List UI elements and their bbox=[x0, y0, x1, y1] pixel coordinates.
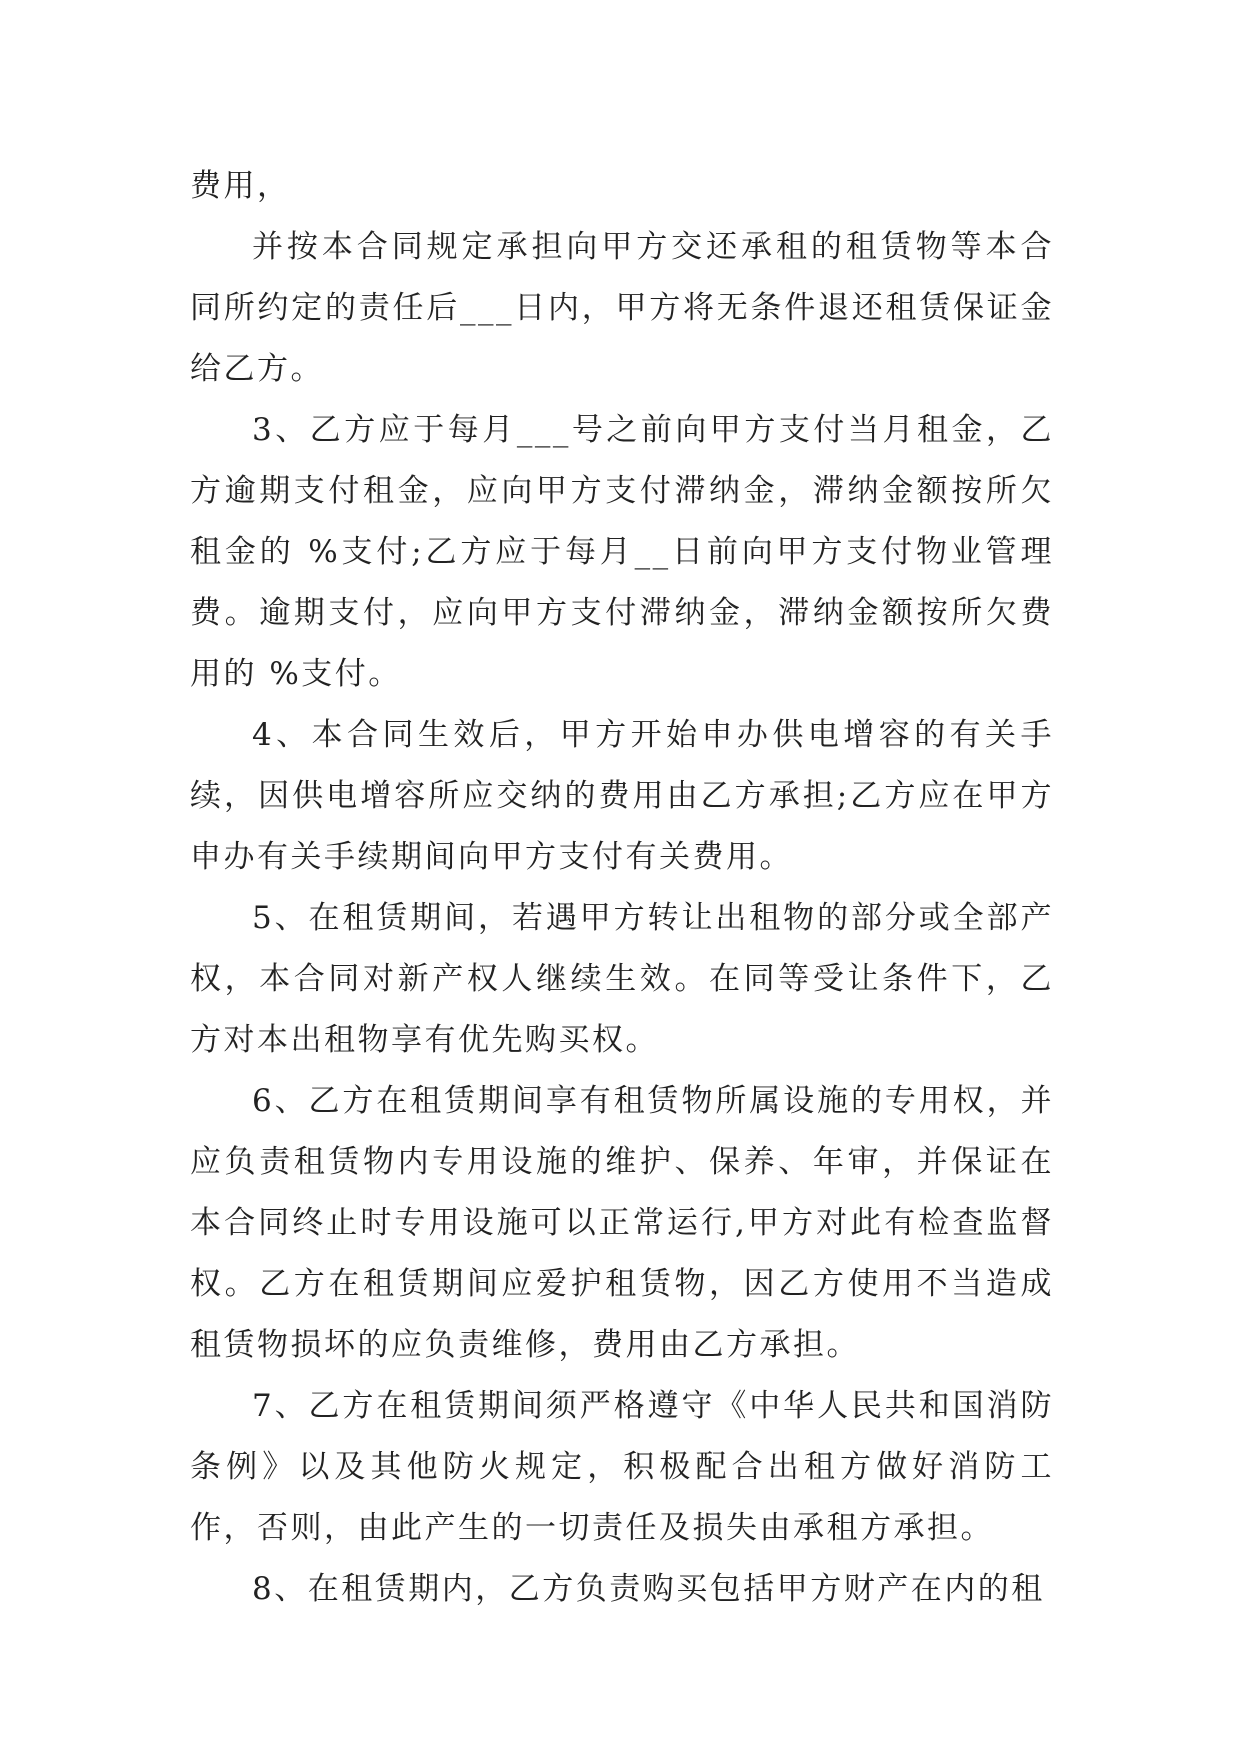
paragraph-1: 并按本合同规定承担向甲方交还承租的租赁物等本合同所约定的责任后___日内，甲方将无条件退还租赁保证金给乙方。 bbox=[190, 229, 1054, 387]
paragraph-clause-4: 4、本合同生效后，甲方开始申办供电增容的有关手续，因供电增容所应交纳的费用由乙方承担;乙方应在甲方申办有关手续期间向甲方支付有关费用。 bbox=[190, 717, 1054, 875]
paragraph-clause-7: 7、乙方在租赁期间须严格遵守《中华人民共和国消防条例》以及其他防火规定，积极配合出租方做好消防工作，否则，由此产生的一切责任及损失由承租方承担。 bbox=[190, 1388, 1054, 1546]
document-body bbox=[190, 156, 1054, 1620]
paragraph-clause-6: 6、乙方在租赁期间享有租赁物所属设施的专用权，并应负责租赁物内专用设施的维护、保养、年审，并保证在本合同终止时专用设施可以正常运行,甲方对此有检查监督权。乙方在租赁期间应爱护租赁物，因乙方使用不当造成租赁物损坏的应负责维修，费用由乙方承担。 bbox=[190, 1083, 1054, 1363]
paragraph-clause-5: 5、在租赁期间，若遇甲方转让出租物的部分或全部产权，本合同对新产权人继续生效。在同等受让条件下，乙方对本出租物享有优先购买权。 bbox=[190, 900, 1054, 1058]
paragraph-clause-8: 8、在租赁期内，乙方负责购买包括甲方财产在内的租 bbox=[252, 1571, 1045, 1607]
paragraph-0: 费用， bbox=[190, 168, 291, 204]
paragraph-clause-3: 3、乙方应于每月___号之前向甲方支付当月租金，乙方逾期支付租金，应向甲方支付滞纳金，滞纳金额按所欠租金的 %支付;乙方应于每月__日前向甲方支付物业管理费。逾期支付，应向甲方支付滞纳金，滞纳金额按所欠费用的 %支付。 bbox=[190, 412, 1054, 692]
